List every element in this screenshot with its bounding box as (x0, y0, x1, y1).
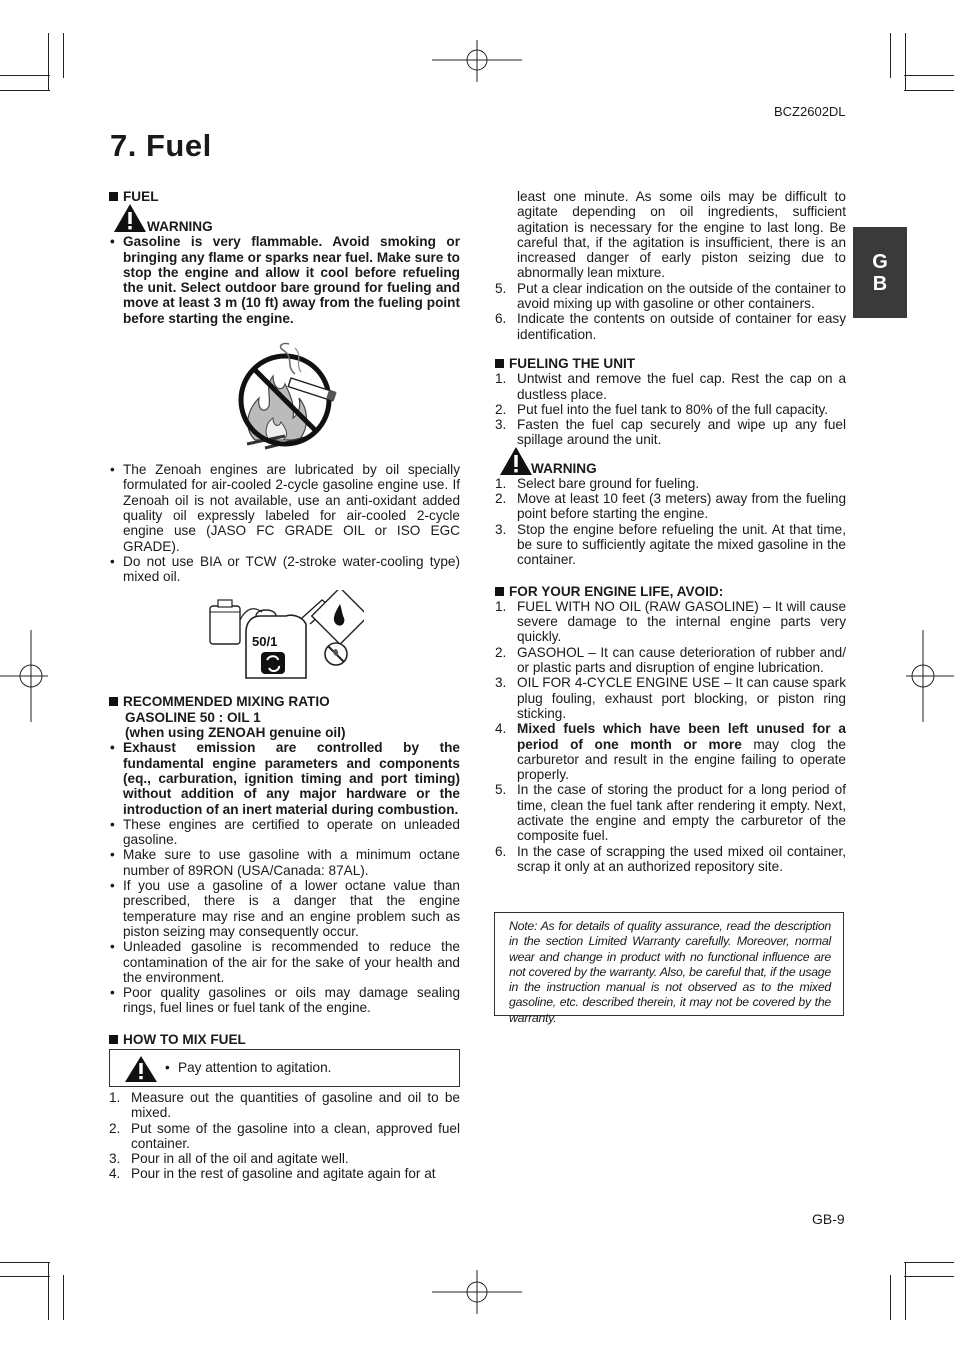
warning-header (109, 204, 460, 234)
mix-step-5: 5. Put a clear indication on the outside of the container to avoid mixing up with gasoline or other containers. (495, 280, 846, 312)
warning-header-2 (495, 446, 846, 476)
avoid-item-4: 4. Mixed fuels which have been left unused for a period of one month or more may clog the carburetor and result in the engine failing to operate properly. (495, 721, 846, 783)
no-smoking-no-flame-icon (225, 340, 345, 452)
avoid-item-5: 5. In the case of storing the product for a long period of time, clean the fuel tank after rendering it empty. Next, activate the engine and empty the carburetor of the composite fuel. (495, 782, 846, 844)
mix-ratio-note: (when using ZENOAH genuine oil) (125, 725, 346, 741)
fueling-heading: FUELING THE UNIT (495, 356, 846, 371)
language-tab-line1: G (872, 251, 888, 273)
emission-bullet: • Exhaust emission are controlled by the fundamental engine parameters and components (eq., carburation, ignition timing and port timing) without addition of any major hardware or the introduction of an inert material during combustion. (109, 740, 460, 816)
no-fire-illustration (109, 340, 460, 452)
language-tab (853, 227, 907, 318)
square-bullet-icon (109, 192, 118, 201)
fuel-heading: FUEL (109, 189, 460, 204)
engine-life-heading: FOR YOUR ENGINE LIFE, AVOID: (495, 584, 846, 599)
warning-triangle-icon (124, 1055, 158, 1083)
how-to-mix-heading: HOW TO MIX FUEL (109, 1032, 460, 1047)
registration-mark-left (0, 628, 48, 724)
gas-bullet-5: • Poor quality gasolines or oils may damage sealing rings, fuel lines or fuel tank of the engine. (109, 985, 460, 1016)
gas-bullet-3: • If you use a gasoline of a lower octane value than prescribed, there is a danger that the engine temperature may rise and an engine problem such as piston seizing may consequently occur. (109, 878, 460, 939)
warning-triangle-icon (113, 203, 147, 233)
square-bullet-icon (495, 359, 504, 368)
mix-step-2: 2. Put some of the gasoline into a clean, approved fuel container. (109, 1120, 460, 1151)
mix-step-3: 3. Pour in all of the oil and agitate well. (109, 1151, 349, 1167)
mix-step-6: 6. Indicate the contents on outside of container for easy identification. (495, 311, 846, 342)
agitation-note: • Pay attention to agitation. (178, 1060, 331, 1075)
square-bullet-icon (109, 1035, 118, 1044)
left-column (109, 189, 460, 1182)
registration-mark-right (906, 628, 954, 724)
can-ratio-label: 50/1 (251, 634, 277, 650)
mix-ratio-value: GASOLINE 50 : OIL 1 (125, 709, 261, 725)
gas-bullet-2: • Make sure to use gasoline with a minimum octane number of 89RON (USA/Canada: 87AL). (109, 847, 460, 878)
fueling-step-2: 2. Put fuel into the fuel tank to 80% of the full capacity. (495, 401, 829, 417)
warning-text: • Gasoline is very flammable. Avoid smoking or bringing any flame or sparks near fuel. Make sure to stop the engine and allow it cool before refueling the unit. Select outdoor bare ground for fueling and move at least 3 m (10 ft) away from the fueling point before starting the engine. (109, 234, 460, 326)
warning-label-2: WARNING (531, 460, 597, 476)
square-bullet-icon (109, 697, 118, 706)
page-number: GB-9 (812, 1211, 845, 1227)
warranty-note: Note: As for details of quality assurance, read the description in the section Limited Warranty carefully. Moreover, normal wear and change in product with no functional influence are not covered by the warranty. Also, be careful that, if the usage in the instruction manual is not observed as to the mixed gasoline, etc. described therein, it may not be covered by the warranty. (494, 912, 844, 1016)
mix-ratio-heading: RECOMMENDED MIXING RATIO (109, 694, 460, 709)
mix-ratio-illustration (109, 590, 460, 684)
warning-triangle-icon (499, 446, 533, 476)
page-title: 7. Fuel (110, 128, 212, 163)
mix-step-4-continued: least one minute. As some oils may be difficult to agitate depending on oil ingredients, sufficient agitation is necessary for the engine to last long. Be careful that, if the agitation is insufficient, there is an increased danger of early piston seizing due to abnormally lean mixture. (517, 189, 846, 281)
agitation-caution-box (109, 1049, 460, 1087)
oil-bullet-2: • Do not use BIA or TCW (2-stroke water-cooling type) mixed oil. (109, 554, 460, 585)
warning-label: WARNING (147, 219, 213, 235)
oil-bullet-1: • The Zenoah engines are lubricated by oil specially formulated for air-cooled 2-cycle gasoline engine use. If Zenoah oil is not available, use an anti-oxidant added quality oil expressly labeled for air-cooled 2-cycle engine use (JASO FC GRADE OIL or ISO EGC GRADE). (109, 462, 460, 554)
language-tab-line2: B (872, 273, 888, 295)
gas-bullet-4: • Unleaded gasoline is recommended to reduce the contamination of the air for the sake of your health and the environment. (109, 939, 460, 985)
mix-step-4: 4. Pour in the rest of gasoline and agitate again for at (109, 1166, 436, 1182)
warning-step-2: 2. Move at least 10 feet (3 meters) away from the fueling point before starting the engine. (495, 491, 846, 522)
square-bullet-icon (495, 587, 504, 596)
avoid-item-1: 1. FUEL WITH NO OIL (RAW GASOLINE) – It will cause severe damage to the internal engine parts very quickly. (495, 598, 847, 645)
right-column (495, 189, 846, 874)
registration-mark-bottom (430, 1270, 524, 1314)
avoid-item-2: 2. GASOHOL – It can cause deterioration of rubber and/ or plastic parts and disruption of engine lubrication. (495, 644, 846, 676)
registration-mark-top (430, 40, 524, 84)
warning-step-1: 1. Select bare ground for fueling. (495, 475, 700, 491)
fueling-step-1: 1. Untwist and remove the fuel cap. Rest the cap on a dustless place. (495, 371, 846, 402)
avoid-item-3: 3. OIL FOR 4-CYCLE ENGINE USE – It can cause spark plug fouling, exhaust port blocking, or piston ring sticking. (495, 675, 846, 721)
model-code: BCZ2602DL (774, 104, 846, 119)
fuel-can-icon (206, 590, 364, 684)
avoid-item-6: 6. In the case of scrapping the used mixed oil container, scrap it only at an authorized repository site. (495, 843, 846, 874)
warning-step-3: 3. Stop the engine before refueling the unit. At that time, be sure to sufficiently agitate the mixed gasoline in the container. (495, 521, 846, 568)
gas-bullet-1: • These engines are certified to operate on unleaded gasoline. (109, 817, 460, 848)
mix-step-1: 1. Measure out the quantities of gasoline and oil to be mixed. (109, 1089, 460, 1121)
fueling-step-3: 3. Fasten the fuel cap securely and wipe up any fuel spillage around the unit. (495, 417, 846, 448)
